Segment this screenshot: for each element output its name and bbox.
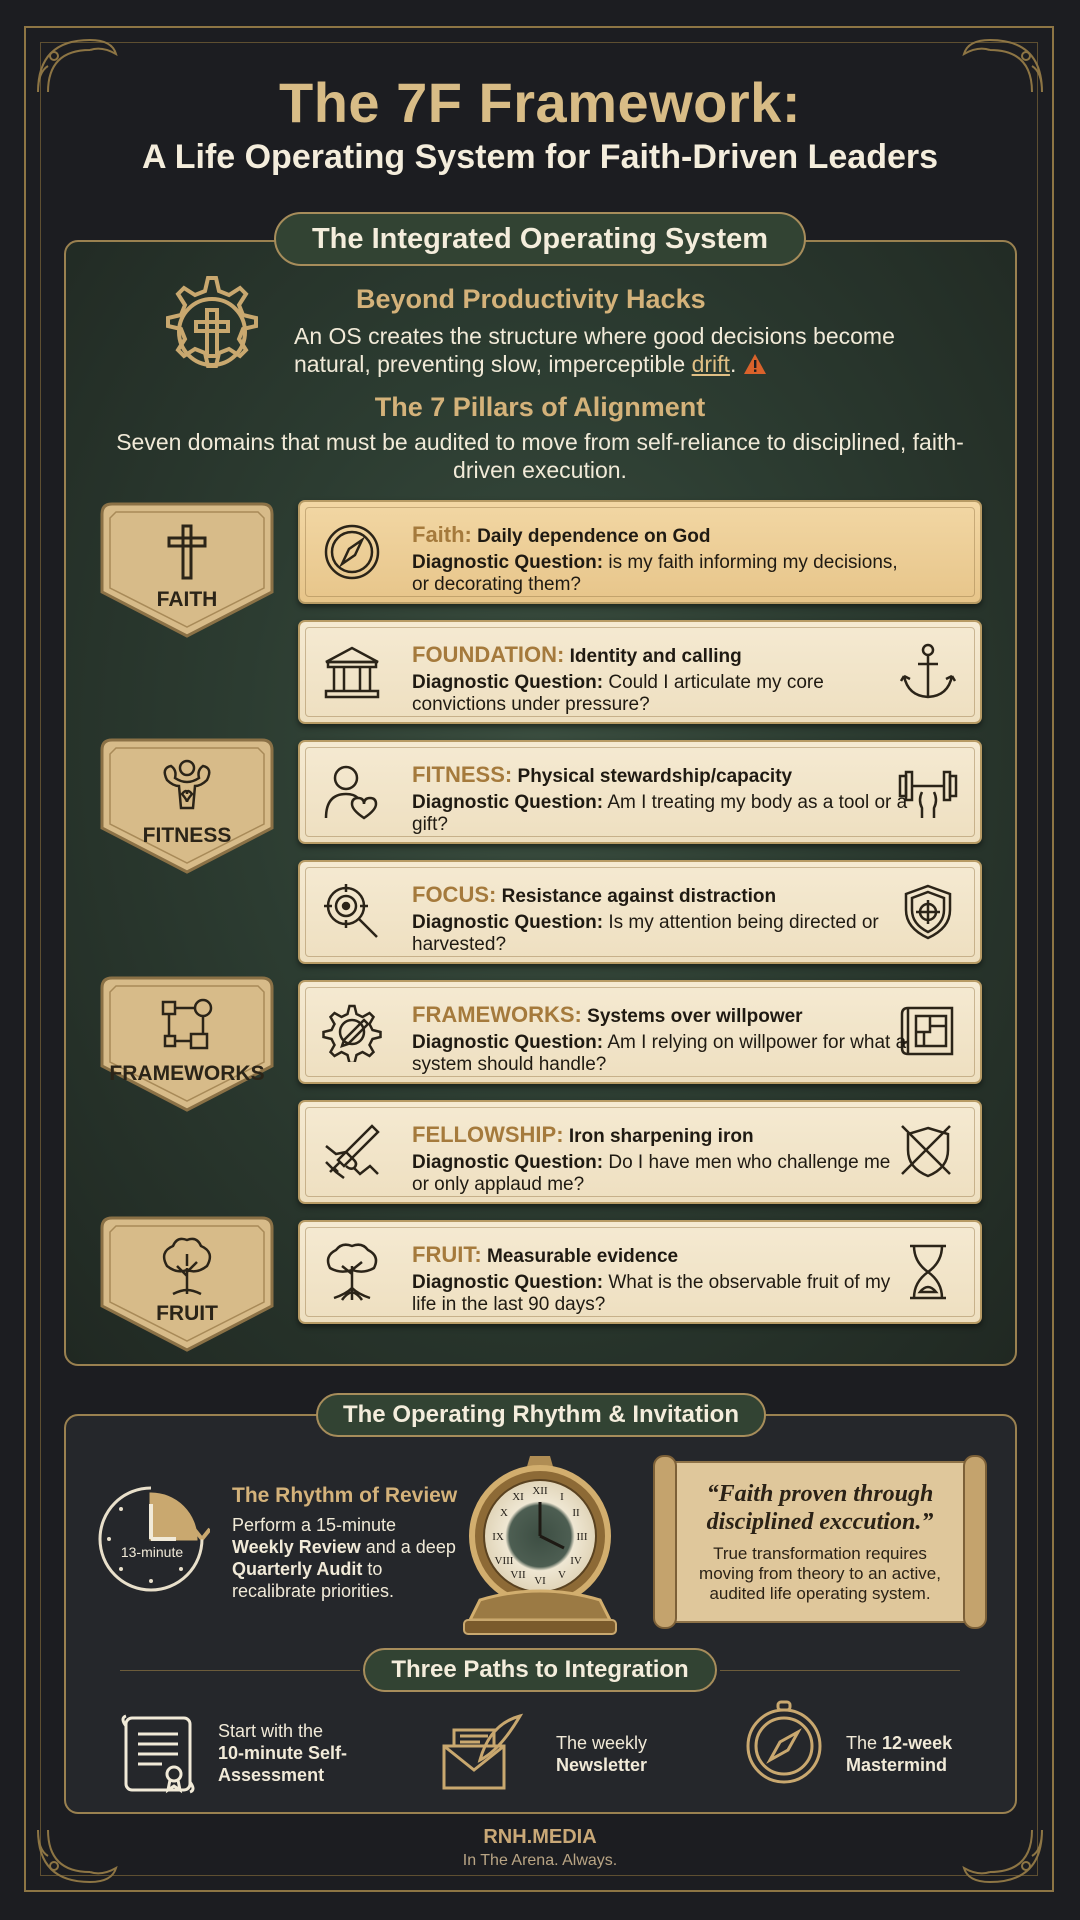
shield-faith: [98, 500, 276, 640]
pillar-name: FRUIT:: [412, 1242, 482, 1267]
shield-fitness: [98, 736, 276, 876]
pillar-theme: Iron sharpening iron: [568, 1126, 754, 1147]
brand-name: RNH.MEDIA: [483, 1826, 597, 1848]
pillar-card-fellowship: FELLOWSHIP: Iron sharpening iron Diagnostic Question: Do I have men who challenge me or only applaud me?: [298, 1100, 982, 1204]
shield-label: FAITH: [156, 588, 218, 611]
section-pill-paths: Three Paths to Integration: [363, 1648, 717, 1692]
svg-text:V: V: [558, 1569, 566, 1581]
compass-icon[interactable]: [742, 1700, 826, 1784]
page-subtitle: A Life Operating System for Faith-Driven Leaders: [141, 138, 939, 176]
pillar-card-fruit: FRUIT: Measurable evidence Diagnostic Question: What is the observable fruit of my life in the last 90 days?: [298, 1220, 982, 1324]
svg-text:XI: XI: [512, 1491, 524, 1503]
svg-text:X: X: [500, 1507, 508, 1519]
envelope-quill-icon[interactable]: [440, 1712, 524, 1796]
path-mastermind[interactable]: The 12-week Mastermind: [846, 1733, 953, 1775]
shield-label: FRAMEWORKS: [109, 1062, 265, 1085]
beyond-productivity-text: An OS creates the structure where good decisions become natural, preventing slow, imperceptible drift.: [294, 323, 895, 377]
brand-tagline: In The Arena. Always.: [462, 1852, 618, 1869]
pillar-theme: Resistance against distraction: [501, 886, 777, 907]
pillar-name: FOUNDATION:: [412, 642, 565, 667]
warning-icon: [743, 353, 767, 375]
pillar-theme: Measurable evidence: [486, 1246, 679, 1267]
beyond-productivity-title: Beyond Productivity Hacks: [356, 284, 706, 314]
pillar-name: Faith:: [412, 522, 472, 547]
pillar-card-frameworks: FRAMEWORKS: Systems over willpower Diagnostic Question: Am I relying on willpower for what a system should handle?: [298, 980, 982, 1084]
pillars-title: The 7 Pillars of Alignment: [374, 392, 706, 422]
svg-text:III: III: [576, 1531, 588, 1543]
pillar-theme: Systems over willpower: [587, 1006, 803, 1027]
path-newsletter[interactable]: The weekly Newsletter: [556, 1733, 648, 1775]
svg-text:IV: IV: [570, 1555, 582, 1567]
pillar-question: Do I have men who challenge me or only applaud me?: [412, 1152, 891, 1195]
shield-label: FITNESS: [142, 824, 232, 847]
pillar-question: Am I treating my body as a tool or a gift?: [412, 792, 908, 835]
pillar-card-faith: Faith: Daily dependence on God Diagnostic Question: is my faith informing my decisions, or decorating them?: [298, 500, 982, 604]
workflow-icon: [157, 996, 217, 1056]
svg-text:VI: VI: [534, 1575, 546, 1587]
pillar-name: FRAMEWORKS:: [412, 1002, 582, 1027]
gear-pencil-icon: [322, 1002, 382, 1062]
pillar-question: Am I relying on willpower for what a system should handle?: [412, 1032, 907, 1075]
pillar-question: is my faith informing my decisions, or decorating them?: [412, 552, 898, 595]
pillar-card-focus: FOCUS: Resistance against distraction Diagnostic Question: Is my attention being directed or harvested?: [298, 860, 982, 964]
svg-text:XII: XII: [532, 1485, 548, 1497]
shield-frameworks: [98, 974, 276, 1114]
svg-text:I: I: [560, 1491, 564, 1503]
cross-icon: [157, 522, 217, 582]
rhythm-title: The Rhythm of Review: [232, 1484, 458, 1507]
section-pill-rhythm: The Operating Rhythm & Invitation: [316, 1393, 766, 1437]
pillar-theme: Physical stewardship/capacity: [517, 766, 793, 787]
rhythm-text: Perform a 15-minute Weekly Review and a deep Quarterly Audit to recalibrate priorities.: [232, 1515, 456, 1601]
tree-icon: [157, 1236, 217, 1296]
pillar-card-fitness: FITNESS: Physical stewardship/capacity Diagnostic Question: Am I treating my body as a tool or a gift?: [298, 740, 982, 844]
svg-text:II: II: [572, 1507, 580, 1519]
pillar-question: What is the observable fruit of my life in the last 90 days?: [412, 1272, 891, 1315]
compass-icon: [322, 522, 382, 582]
pillars-building-icon: [322, 642, 382, 702]
certificate-scroll-icon[interactable]: [116, 1712, 200, 1796]
pillar-card-foundation: FOUNDATION: Identity and calling Diagnostic Question: Could I articulate my core convictions under pressure?: [298, 620, 982, 724]
svg-text:VIII: VIII: [494, 1555, 514, 1567]
mantel-clock-icon: [440, 1450, 640, 1642]
gear-cross-icon: [152, 272, 272, 392]
svg-text:VII: VII: [510, 1569, 526, 1581]
target-magnifier-icon: [322, 882, 382, 942]
pillar-theme: Identity and calling: [569, 646, 742, 667]
divider-left: [120, 1670, 360, 1671]
svg-text:IX: IX: [492, 1531, 504, 1543]
quote-subtext: True transformation requires moving from theory to an active, audited life operating system.: [699, 1544, 941, 1603]
person-heart-icon: [322, 762, 382, 822]
pillar-name: FOCUS:: [412, 882, 497, 907]
path-self-assessment[interactable]: Start with the 10-minute Self-Assessment: [218, 1721, 348, 1785]
divider-right: [720, 1670, 960, 1671]
timer-label: 13-minute: [120, 1544, 184, 1560]
section-pill-operating-system: The Integrated Operating System: [274, 212, 806, 266]
pillar-name: FELLOWSHIP:: [412, 1122, 564, 1147]
pillar-question: Is my attention being directed or harvested?: [412, 912, 879, 955]
page-title: The 7F Framework:: [279, 71, 801, 134]
shield-label: FRUIT: [156, 1302, 218, 1325]
pillar-name: FITNESS:: [412, 762, 513, 787]
drift-word: drift: [691, 351, 730, 377]
shield-fruit: [98, 1214, 276, 1354]
pillar-theme: Daily dependence on God: [477, 526, 711, 547]
pillars-description: Seven domains that must be audited to move from self-reliance to disciplined, faith-driven execution.: [116, 429, 964, 483]
timer-icon: [92, 1480, 210, 1598]
tree-roots-icon: [322, 1242, 382, 1302]
handshake-sword-icon: [322, 1122, 382, 1182]
pillar-question: Could I articulate my core convictions under pressure?: [412, 672, 824, 715]
quote-text: “Faith proven through disciplined exccution.”: [706, 1481, 934, 1535]
strong-body-icon: [157, 758, 217, 818]
